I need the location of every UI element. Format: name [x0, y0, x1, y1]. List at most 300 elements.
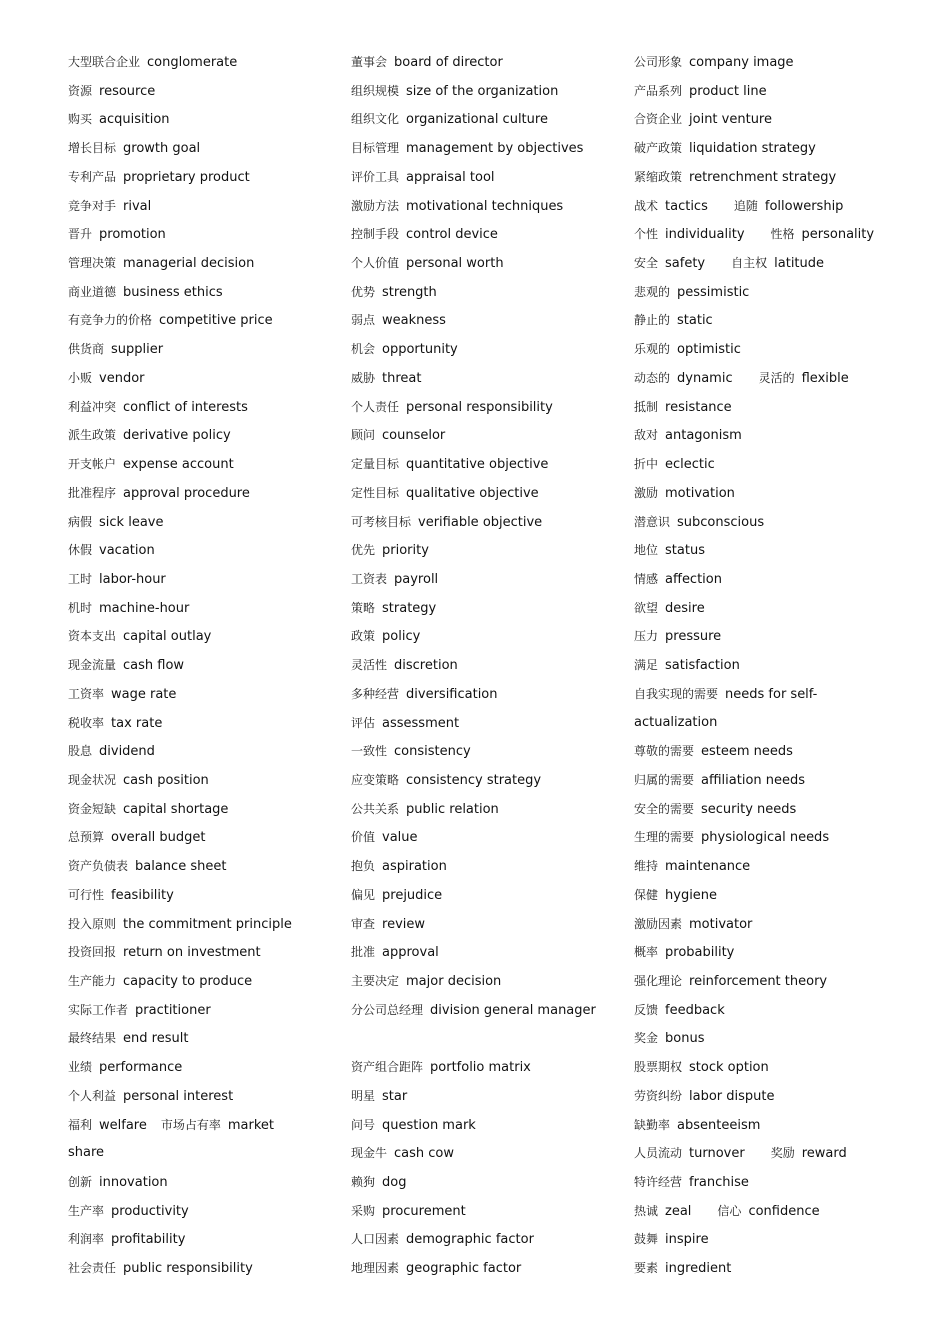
term-english: static	[677, 313, 713, 329]
term-chinese: 敌对	[634, 428, 659, 443]
term-chinese: 公共关系	[351, 801, 400, 816]
term-english: growth goal	[123, 141, 201, 157]
term-english: ingredient	[665, 1261, 732, 1277]
term-english: personal worth	[406, 256, 504, 272]
term-english: motivation	[665, 485, 735, 501]
glossary-entry	[634, 167, 894, 196]
term-chinese: 追随	[733, 198, 758, 213]
term-english: hygiene	[665, 887, 718, 903]
term-english: esteem needs	[701, 744, 793, 760]
term-english: satisfaction	[665, 658, 740, 674]
glossary-entry	[68, 224, 338, 253]
glossary-entry	[634, 1000, 894, 1029]
term-english: strategy	[382, 600, 437, 616]
term-chinese: 组织文化	[351, 112, 400, 127]
term-chinese: 小贩	[68, 370, 93, 385]
term-chinese: 激励因素	[634, 916, 683, 931]
term-chinese: 开支帐户	[68, 457, 117, 472]
term-english: zeal	[665, 1203, 692, 1219]
term-english: bonus	[665, 1031, 705, 1047]
glossary-entry	[634, 310, 894, 339]
glossary-entry	[634, 138, 894, 167]
glossary-entry	[68, 368, 338, 397]
term-english: pressure	[665, 629, 722, 645]
term-chinese: 抱负	[351, 859, 376, 874]
glossary-entry	[68, 914, 338, 943]
term-chinese: 利润率	[68, 1232, 105, 1247]
term-english: vendor	[99, 370, 145, 386]
term-chinese: 业绩	[68, 1060, 93, 1075]
term-chinese: 战术	[634, 198, 659, 213]
term-english: promotion	[99, 227, 166, 243]
term-english: dog	[382, 1175, 407, 1191]
glossary-entry	[68, 569, 338, 598]
term-chinese: 维持	[634, 859, 659, 874]
glossary-entry	[351, 1086, 621, 1115]
term-english: conflict of interests	[123, 399, 248, 415]
glossary-entry	[68, 1258, 338, 1287]
glossary-entry	[634, 52, 894, 81]
term-english: capacity to produce	[123, 974, 253, 989]
term-chinese: 乐观的	[634, 342, 671, 357]
term-english: innovation	[99, 1175, 168, 1191]
term-english: personal responsibility	[406, 399, 553, 415]
term-chinese: 破产政策	[634, 141, 683, 156]
term-chinese: 投资回报	[68, 945, 117, 960]
glossary-entry	[351, 569, 621, 598]
term-chinese: 实际工作者	[68, 1002, 129, 1017]
term-english: followership	[764, 198, 844, 214]
term-english: approval	[382, 945, 439, 961]
glossary-entry	[351, 799, 621, 828]
glossary-entry	[68, 1000, 338, 1029]
term-english: balance sheet	[135, 859, 227, 875]
term-english: stock option	[689, 1060, 769, 1076]
term-english: physiological needs	[701, 830, 830, 846]
term-english: tactics	[665, 198, 708, 214]
term-chinese: 鼓舞	[634, 1232, 659, 1247]
glossary-entry	[68, 684, 338, 713]
term-chinese: 紧缩政策	[634, 169, 683, 184]
term-chinese: 个人价值	[351, 256, 400, 271]
term-english: company image	[689, 55, 794, 70]
term-english: subconscious	[677, 514, 765, 530]
term-english: flexible	[801, 370, 849, 386]
term-english: resistance	[665, 399, 732, 415]
term-chinese: 强化理论	[634, 974, 683, 988]
term-english: status	[665, 543, 705, 559]
glossary-entry	[68, 942, 338, 971]
glossary-entry	[634, 914, 894, 943]
glossary-entry	[634, 425, 894, 454]
term-chinese: 价值	[351, 830, 376, 845]
term-chinese: 资产负债表	[68, 859, 129, 874]
term-english: business ethics	[123, 284, 223, 300]
glossary-entry	[68, 138, 338, 167]
glossary-entry	[351, 339, 621, 368]
term-chinese: 压力	[634, 629, 659, 644]
term-chinese: 现金状况	[68, 772, 117, 787]
term-english: capital shortage	[123, 801, 229, 817]
glossary-entry	[68, 856, 338, 885]
glossary-entry	[634, 282, 894, 311]
term-english: quantitative objective	[406, 457, 549, 473]
term-chinese: 税收率	[68, 715, 105, 730]
term-chinese: 优势	[351, 284, 376, 299]
glossary-entry	[351, 224, 621, 253]
term-chinese: 抵制	[634, 399, 659, 414]
term-chinese: 热诚	[634, 1203, 659, 1218]
term-chinese: 折中	[634, 457, 659, 472]
term-chinese: 资金短缺	[68, 801, 117, 816]
glossary-entry	[351, 655, 621, 684]
glossary-entry	[634, 1057, 894, 1086]
glossary-entry	[68, 52, 338, 81]
glossary-entry	[351, 167, 621, 196]
term-english: competitive price	[159, 313, 273, 329]
term-english: public responsibility	[123, 1261, 253, 1277]
glossary-entry	[351, 1258, 621, 1287]
term-english: assessment	[382, 715, 460, 731]
glossary-entry	[351, 598, 621, 627]
term-chinese: 资产组合距阵	[351, 1060, 424, 1075]
glossary-entry	[351, 626, 621, 655]
glossary-entry	[68, 1028, 338, 1057]
glossary-entry	[351, 1143, 621, 1172]
term-english: needs for self-	[725, 686, 818, 702]
term-chinese: 奖金	[634, 1031, 659, 1046]
term-english: probability	[665, 945, 735, 961]
term-chinese: 地位	[634, 543, 659, 558]
term-chinese: 归属的需要	[634, 772, 695, 787]
term-chinese: 信心	[717, 1203, 742, 1218]
term-english: personal interest	[123, 1088, 234, 1104]
glossary-entry	[351, 1057, 621, 1086]
term-chinese: 目标管理	[351, 141, 400, 156]
glossary-entry	[351, 942, 621, 971]
glossary-entry	[634, 540, 894, 569]
term-english: practitioner	[135, 1002, 211, 1018]
term-english: weakness	[382, 313, 446, 329]
glossary-entry	[634, 1201, 894, 1230]
term-chinese: 动态的	[634, 370, 671, 385]
glossary-entry	[634, 626, 894, 655]
term-chinese: 人口因素	[351, 1232, 400, 1247]
term-english: division general manager	[430, 1002, 596, 1018]
glossary-entry	[351, 454, 621, 483]
term-english: conglomerate	[147, 55, 238, 70]
glossary-column-1	[68, 52, 338, 1287]
term-chinese: 机会	[351, 342, 376, 357]
term-chinese: 尊敬的需要	[634, 744, 695, 759]
term-english: supplier	[111, 342, 164, 358]
glossary-entry	[634, 512, 894, 541]
term-english: portfolio matrix	[430, 1060, 531, 1076]
glossary-entry	[634, 81, 894, 110]
glossary-entry	[634, 942, 894, 971]
term-chinese: 要素	[634, 1261, 659, 1276]
glossary-entry	[68, 1143, 338, 1172]
term-chinese: 缺勤率	[634, 1117, 671, 1132]
glossary-entry	[68, 397, 338, 426]
glossary-entry	[634, 109, 894, 138]
term-chinese: 生产率	[68, 1203, 105, 1218]
glossary-entry	[351, 512, 621, 541]
term-chinese: 人员流动	[634, 1146, 683, 1161]
term-english: discretion	[394, 658, 458, 674]
glossary-entry	[634, 224, 894, 253]
term-english: diversification	[406, 686, 498, 702]
glossary-entry	[351, 138, 621, 167]
term-chinese: 董事会	[351, 55, 388, 69]
term-english: consistency strategy	[406, 772, 542, 788]
term-english: inspire	[665, 1232, 709, 1248]
term-chinese: 晋升	[68, 227, 93, 242]
term-chinese: 个人利益	[68, 1088, 117, 1103]
glossary-entry	[68, 971, 338, 1000]
glossary-entry	[634, 1028, 894, 1057]
term-chinese: 可行性	[68, 887, 105, 902]
term-english: motivational techniques	[406, 198, 564, 214]
term-english: prejudice	[382, 887, 443, 903]
term-english: control device	[406, 227, 498, 243]
term-english: review	[382, 916, 426, 932]
term-chinese: 安全的需要	[634, 801, 695, 816]
term-chinese: 现金流量	[68, 658, 117, 673]
term-english: actualization	[634, 714, 718, 730]
term-english: dynamic	[677, 370, 733, 386]
glossary-entry	[634, 713, 894, 742]
glossary-entry	[351, 914, 621, 943]
term-chinese: 策略	[351, 600, 376, 615]
term-english: proprietary product	[123, 169, 250, 185]
term-chinese: 供货商	[68, 342, 105, 357]
glossary-entry	[634, 741, 894, 770]
term-english: strength	[382, 284, 437, 300]
glossary-entry	[68, 109, 338, 138]
glossary-entry	[634, 1229, 894, 1258]
glossary-entry	[351, 1000, 621, 1029]
term-english: feasibility	[111, 887, 174, 903]
term-chinese: 激励方法	[351, 198, 400, 213]
term-english: product line	[689, 83, 767, 99]
term-chinese: 专利产品	[68, 169, 117, 184]
term-english: overall budget	[111, 830, 206, 846]
term-chinese: 生产能力	[68, 974, 117, 988]
term-chinese: 派生政策	[68, 428, 117, 443]
term-chinese: 自我实现的需要	[634, 686, 719, 701]
term-chinese: 社会责任	[68, 1261, 117, 1276]
term-chinese: 劳资纠纷	[634, 1088, 683, 1103]
glossary-entry	[68, 655, 338, 684]
term-chinese: 采购	[351, 1203, 376, 1218]
term-english: cash position	[123, 772, 209, 788]
glossary-entry	[68, 196, 338, 225]
glossary-entry	[68, 483, 338, 512]
term-english: verifiable objective	[418, 514, 543, 530]
term-english: absenteeism	[677, 1117, 761, 1133]
term-chinese: 创新	[68, 1175, 93, 1190]
glossary-entry	[351, 368, 621, 397]
glossary-entry	[634, 598, 894, 627]
glossary-entry	[68, 1172, 338, 1201]
glossary-entry	[68, 540, 338, 569]
term-english: safety	[665, 256, 706, 272]
term-english: latitude	[774, 256, 825, 272]
term-chinese: 奖励	[770, 1146, 795, 1161]
term-chinese: 顾问	[351, 428, 376, 443]
glossary-entry	[634, 1086, 894, 1115]
term-english: vacation	[99, 543, 155, 559]
term-english: liquidation strategy	[689, 141, 816, 157]
glossary-entry	[351, 109, 621, 138]
term-english: affiliation needs	[701, 772, 806, 788]
term-english: welfare	[99, 1117, 147, 1133]
term-chinese: 优先	[351, 543, 376, 558]
term-english: question mark	[382, 1117, 476, 1133]
term-chinese: 最终结果	[68, 1031, 117, 1046]
term-english: priority	[382, 543, 429, 559]
term-chinese: 静止的	[634, 313, 671, 328]
term-chinese: 自主权	[731, 256, 768, 271]
glossary-column-3	[634, 52, 894, 1287]
term-english: procurement	[382, 1203, 466, 1219]
term-chinese: 股息	[68, 744, 93, 759]
term-english: qualitative objective	[406, 485, 539, 501]
term-chinese: 增长目标	[68, 141, 117, 156]
term-english: rival	[123, 198, 152, 214]
term-english: value	[382, 830, 418, 846]
term-english: opportunity	[382, 342, 458, 358]
term-english: joint venture	[689, 112, 772, 128]
glossary-entry	[351, 885, 621, 914]
term-english: threat	[382, 370, 422, 386]
term-chinese: 病假	[68, 514, 93, 529]
term-english: motivator	[689, 916, 753, 932]
term-english: labor-hour	[99, 571, 166, 587]
term-chinese: 个人责任	[351, 399, 400, 414]
glossary-entry	[68, 1201, 338, 1230]
glossary-entry	[351, 741, 621, 770]
glossary-entry	[351, 310, 621, 339]
term-chinese: 偏见	[351, 887, 376, 902]
glossary-entry	[351, 1201, 621, 1230]
term-english: pessimistic	[677, 284, 750, 300]
term-chinese: 赖狗	[351, 1175, 376, 1190]
term-english: size of the organization	[406, 83, 559, 99]
term-english: market	[227, 1117, 275, 1133]
term-english: end result	[123, 1031, 189, 1047]
term-english: desire	[665, 600, 705, 616]
glossary-entry	[634, 827, 894, 856]
term-chinese: 生理的需要	[634, 830, 695, 845]
term-english: affection	[665, 571, 722, 587]
glossary-entry	[351, 483, 621, 512]
term-chinese: 投入原则	[68, 916, 117, 931]
term-english: retrenchment strategy	[689, 169, 837, 185]
term-chinese: 明星	[351, 1088, 376, 1103]
glossary-entry	[68, 1057, 338, 1086]
glossary-entry	[634, 770, 894, 799]
term-chinese: 特许经营	[634, 1175, 683, 1190]
glossary-entry	[68, 454, 338, 483]
term-english: reinforcement theory	[689, 974, 828, 989]
term-english: board of director	[394, 55, 503, 70]
term-chinese: 公司形象	[634, 55, 683, 69]
term-chinese: 悲观的	[634, 284, 671, 299]
term-chinese: 保健	[634, 887, 659, 902]
term-chinese: 管理决策	[68, 256, 117, 271]
term-english: productivity	[111, 1203, 189, 1219]
term-english: eclectic	[665, 457, 715, 473]
term-chinese: 资本支出	[68, 629, 117, 644]
term-chinese: 多种经营	[351, 686, 400, 701]
glossary-entry	[351, 1115, 621, 1144]
term-chinese: 情感	[634, 571, 659, 586]
term-chinese: 评价工具	[351, 169, 400, 184]
term-english: machine-hour	[99, 600, 190, 616]
term-chinese: 有竞争力的价格	[68, 313, 153, 328]
term-chinese: 激励	[634, 485, 659, 500]
glossary-entry	[351, 770, 621, 799]
term-english: major decision	[406, 974, 502, 989]
term-english: sick leave	[99, 514, 164, 530]
term-chinese: 满足	[634, 658, 659, 673]
glossary-entry	[351, 282, 621, 311]
term-english: management by objectives	[406, 141, 584, 157]
glossary-entry	[68, 167, 338, 196]
term-english: counselor	[382, 428, 446, 444]
glossary-entry	[351, 196, 621, 225]
glossary-entry	[68, 1115, 338, 1144]
term-english: maintenance	[665, 859, 751, 875]
glossary-entry	[68, 799, 338, 828]
term-chinese: 安全	[634, 256, 659, 271]
term-chinese: 灵活性	[351, 658, 388, 673]
glossary-entry	[634, 483, 894, 512]
term-english: approval procedure	[123, 485, 250, 501]
glossary-entry	[68, 1086, 338, 1115]
term-chinese: 控制手段	[351, 227, 400, 242]
term-english: organizational culture	[406, 112, 548, 128]
term-english: profitability	[111, 1232, 186, 1248]
term-english: tax rate	[111, 715, 163, 731]
term-chinese: 股票期权	[634, 1060, 683, 1075]
glossary-column-2	[351, 52, 621, 1287]
term-chinese: 工资表	[351, 571, 388, 586]
term-english: individuality	[665, 227, 745, 243]
glossary-entry	[351, 1028, 621, 1057]
term-chinese: 利益冲突	[68, 399, 117, 414]
glossary-entry	[68, 598, 338, 627]
glossary-entry	[634, 885, 894, 914]
term-chinese: 现金牛	[351, 1146, 388, 1161]
glossary-entry	[68, 282, 338, 311]
glossary-entry	[68, 1229, 338, 1258]
term-english: aspiration	[382, 859, 447, 875]
term-english: antagonism	[665, 428, 742, 444]
glossary-entry	[634, 339, 894, 368]
glossary-entry	[351, 856, 621, 885]
glossary-entry	[351, 1229, 621, 1258]
term-chinese: 市场占有率	[160, 1117, 221, 1132]
glossary-entry	[68, 626, 338, 655]
term-english: capital outlay	[123, 629, 212, 645]
term-chinese: 定性目标	[351, 485, 400, 500]
term-chinese: 竞争对手	[68, 198, 117, 213]
glossary-entry	[634, 1258, 894, 1287]
glossary-entry	[634, 569, 894, 598]
